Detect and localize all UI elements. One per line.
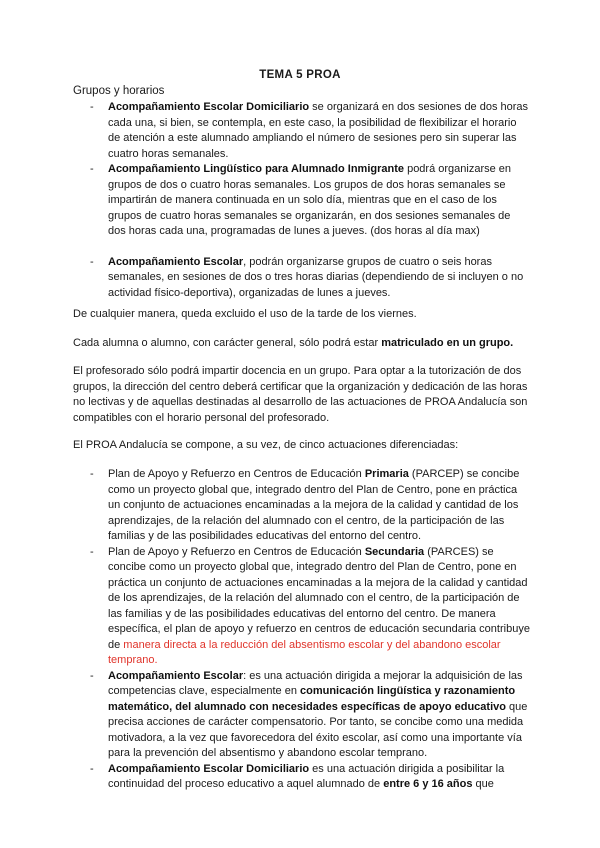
list-item xyxy=(90,545,530,669)
item-text: es una actuación dirigida a posibilitar la continuidad del proceso educativo a aquel alumnado de xyxy=(108,762,505,790)
item-text: que xyxy=(472,778,494,790)
enrollment-bold: matriculado en un grupo. xyxy=(381,337,514,349)
item-text: Plan de Apoyo y Refuerzo en Centros de Educación xyxy=(108,545,365,558)
item-term: Primaria xyxy=(364,468,409,480)
item-emphasis: comunicación lingüística y razonamiento matemático, del alumnado con necesidades específicas de apoyo educativo xyxy=(108,685,516,713)
item-term: Acompañamiento Escolar Domiciliario xyxy=(108,762,310,775)
item-text: (PARCES) se concibe como un proyecto global que, integrado dentro del Plan de Centro, pone en práctica un conjunto de actuaciones encaminadas a la mejora de la calidad y cantidad de los aprendizajes, de la relación del alumnado con el centro, de la participación de las familias y de las posibilidades educativas del entorno del centro. De manera específica, el plan de apoyo y refuerzo en centros de educación secundaria contribuye de xyxy=(108,545,530,651)
item-text: se organizará en dos sesiones de dos horas cada una, si bien, se contempla, en este caso, la posibilidad de flexibilizar el horario de atención a este alumnado ampliando el número de sesiones pero sin superar las cuatro horas semanales. xyxy=(108,101,529,160)
section-heading: Grupos y horarios xyxy=(73,85,165,97)
item-text: podrá organizarse en grupos de dos o cuatro horas semanales. Los grupos de dos horas semanales se impartirán de manera continuada en un solo día, mientras que en el caso de los grupos de cuatro horas semanales se organizarán, en dos sesiones semanales de dos horas cada una, programadas de lunes a jueves. (dos horas al día max) xyxy=(108,163,512,237)
item-text: Plan de Apoyo y Refuerzo en Centros de Educación xyxy=(108,468,365,480)
list-item xyxy=(90,255,530,302)
highlight-text: manera directa a la reducción del absentismo escolar y del abandono escolar temprano. xyxy=(108,638,501,666)
item-term: Acompañamiento Escolar xyxy=(108,669,244,682)
paragraph-enrollment xyxy=(73,336,533,352)
list-item xyxy=(90,162,530,240)
list-item xyxy=(90,467,530,545)
item-text: : es una actuación dirigida a mejorar la adquisición de las competencias clave, especialmente en xyxy=(108,669,523,697)
document-title: TEMA 5 PROA xyxy=(259,69,341,81)
actions-list xyxy=(90,467,530,793)
list-item xyxy=(90,669,530,762)
item-term: Acompañamiento Escolar Domiciliario xyxy=(108,101,310,113)
paragraph-actions-intro: El PROA Andalucía se compone, a su vez, de cinco actuaciones diferenciadas: xyxy=(73,439,459,451)
item-term: Secundaria xyxy=(364,545,425,558)
paragraph-teachers: El profesorado sólo podrá impartir docencia en un grupo. Para optar a la tutorización de dos grupos, la dirección del centro deberá certificar que la organización y dedicación de las horas no lectivas y de aquellas destinadas al desarrollo de las actuaciones de PROA Andalucía son compatibles con el horario personal del profesorado. xyxy=(73,365,528,424)
item-term: Acompañamiento Escolar xyxy=(108,255,244,268)
item-text: (PARCEP) se concibe como un proyecto global que, integrado dentro del Plan de Centro, pone en práctica un conjunto de actuaciones encaminadas a la mejora de la calidad y cantidad de los aprendizajes, de la relación del alumnado con el centro, de la participación de las familias y de las posibilidades educativas del entorno del centro. xyxy=(108,468,520,542)
paragraph-friday: De cualquier manera, queda excluido el uso de la tarde de los viernes. xyxy=(73,308,417,320)
schedule-list xyxy=(90,100,530,301)
enrollment-text: Cada alumna o alumno, con carácter general, sólo podrá estar xyxy=(73,337,382,349)
item-text: que precisa acciones de carácter compensatorio. Por tanto, se concibe como una medida motivadora, a la vez que favorecedora del éxito escolar, así como una importante vía para la prevención del absentismo y abandono escolar temprano. xyxy=(108,700,528,759)
item-text: , podrán organizarse grupos de cuatro o seis horas semanales, en sesiones de dos o tres horas diarias (dependiendo de si incluyen o no actividad físico-deportiva), organizadas de lunes a jueves. xyxy=(108,255,524,299)
list-item xyxy=(90,762,530,793)
item-term: Acompañamiento Lingüístico para Alumnado Inmigrante xyxy=(108,163,405,175)
list-item xyxy=(90,100,530,162)
item-emphasis: entre 6 y 16 años xyxy=(383,778,473,790)
